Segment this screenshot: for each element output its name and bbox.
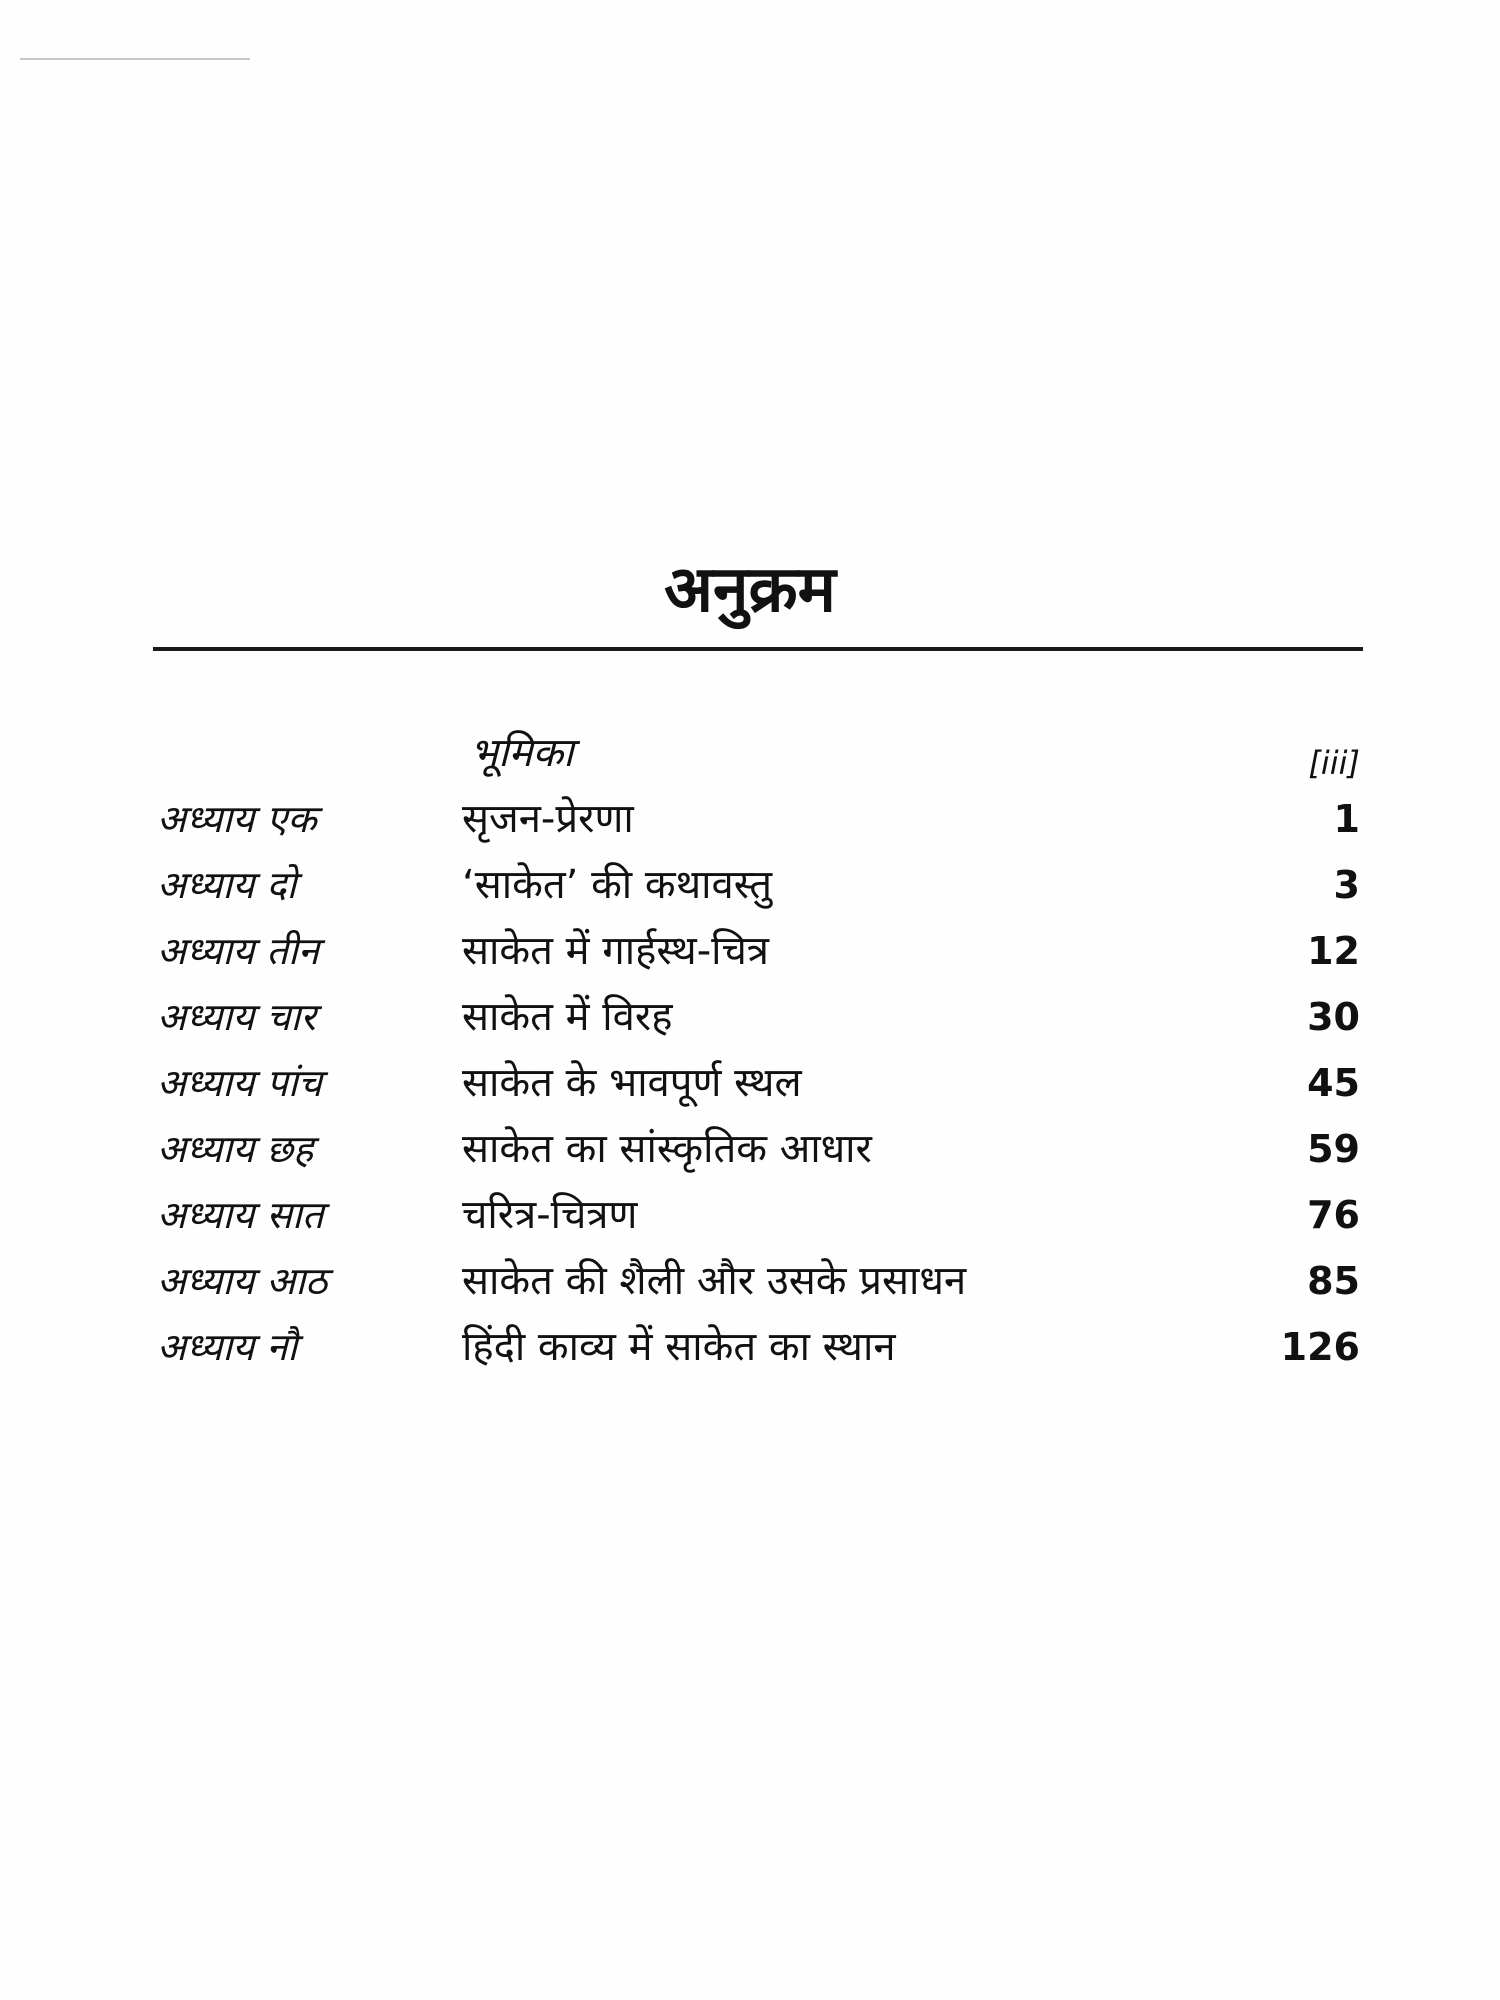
- toc-page-number: 45: [1307, 1061, 1360, 1105]
- toc-heading: साकेत में गार्हस्थ-चित्र: [462, 928, 769, 974]
- toc-page-number: 3: [1333, 863, 1360, 907]
- toc-chapter-label: अध्याय चार: [157, 995, 316, 1039]
- toc-row-chapter-8: [0, 1248, 1500, 1314]
- toc-heading: साकेत का सांस्कृतिक आधार: [462, 1126, 872, 1172]
- toc-heading: चरित्र-चित्रण: [462, 1192, 638, 1238]
- toc-row-chapter-2: [0, 852, 1500, 918]
- toc-heading: साकेत में विरह: [462, 994, 673, 1040]
- toc-chapter-label: अध्याय पांच: [157, 1061, 322, 1105]
- title-underline-rule: [153, 647, 1363, 651]
- toc-row-chapter-5: [0, 1050, 1500, 1116]
- toc-page-number: 76: [1307, 1193, 1360, 1237]
- toc-chapter-label: अध्याय सात: [157, 1193, 324, 1237]
- toc-row-chapter-3: [0, 918, 1500, 984]
- toc-chapter-label: अध्याय दो: [157, 863, 297, 907]
- toc-row-preface: [0, 720, 1500, 786]
- toc-page-number: 85: [1307, 1259, 1360, 1303]
- toc-heading: साकेत की शैली और उसके प्रसाधन: [462, 1258, 967, 1304]
- toc-page-number: [iii]: [1308, 744, 1360, 782]
- toc-heading: ‘साकेत’ की कथावस्तु: [462, 862, 773, 908]
- toc-chapter-label: अध्याय एक: [157, 797, 317, 841]
- toc-page-number: 59: [1307, 1127, 1360, 1171]
- scan-artifact-line: [20, 58, 250, 60]
- toc-row-chapter-4: [0, 984, 1500, 1050]
- toc-row-chapter-6: [0, 1116, 1500, 1182]
- toc-page-number: 1: [1333, 797, 1360, 841]
- toc-row-chapter-1: [0, 786, 1500, 852]
- toc-chapter-label: अध्याय नौ: [157, 1325, 298, 1369]
- toc-heading: हिंदी काव्य में साकेत का स्थान: [462, 1324, 896, 1370]
- toc-heading: साकेत के भावपूर्ण स्थल: [462, 1060, 802, 1106]
- toc-chapter-label: अध्याय तीन: [157, 929, 319, 973]
- page-title: अनुक्रम: [664, 553, 836, 627]
- toc-page-number: 30: [1307, 995, 1360, 1039]
- toc-chapter-label: अध्याय आठ: [157, 1259, 328, 1303]
- toc-row-chapter-9: [0, 1314, 1500, 1380]
- toc-row-chapter-7: [0, 1182, 1500, 1248]
- toc-chapter-label: अध्याय छह: [157, 1127, 314, 1171]
- toc-page-number: 126: [1280, 1325, 1360, 1369]
- toc-heading: सृजन-प्रेरणा: [462, 796, 634, 842]
- toc-heading: भूमिका: [470, 730, 574, 776]
- toc-page-number: 12: [1307, 929, 1360, 973]
